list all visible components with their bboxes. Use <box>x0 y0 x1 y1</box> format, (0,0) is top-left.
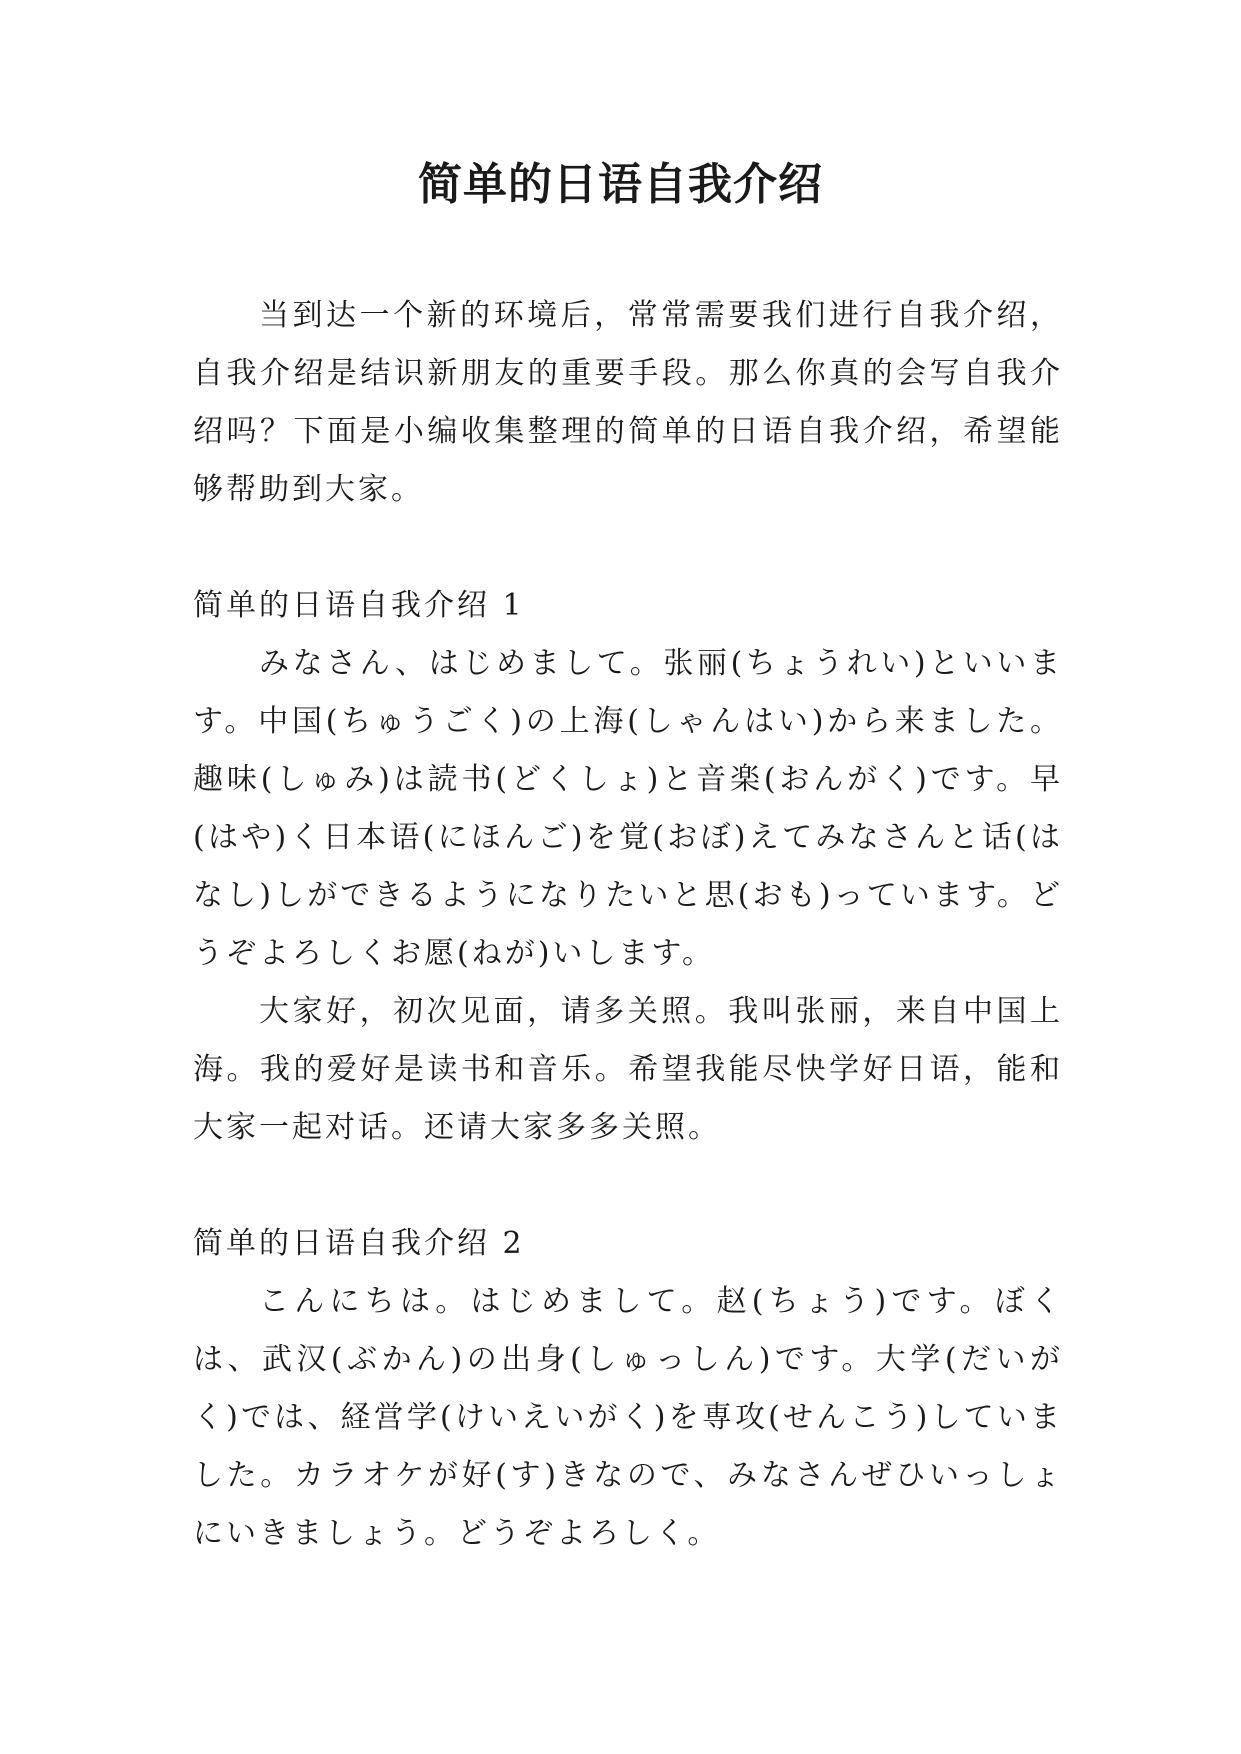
document-body <box>193 287 1063 1563</box>
section-2-paragraph-japanese: こんにちは。はじめまして。赵(ちょう)です。ぼくは、武汉(ぶかん)の出身(しゅっしん)です。大学(だいがく)では、経営学(けいえいがく)を専攻(せんこう)していました。カラオケが好(す)きなので、みなさんぜひいっしょにいきましょう。どうぞよろしく。 <box>193 1284 1063 1551</box>
section-1-paragraph-japanese: みなさん、はじめまして。张丽(ちょうれい)といいます。中国(ちゅうごく)の上海(しゃんはい)から来ました。趣味(しゅみ)は読书(どくしょ)と音楽(おんがく)です。早(はや)く日本语(にほんご)を覚(おぼ)えてみなさんと话(はなし)しができるようになりたいと思(おも)っています。どうぞよろしくお愿(ねが)いします。 <box>193 646 1063 971</box>
intro-paragraph: 当到达一个新的环境后，常常需要我们进行自我介绍，自我介绍是结识新朋友的重要手段。那么你真的会写自我介绍吗？下面是小编收集整理的简单的日语自我介绍，希望能够帮助到大家。 <box>193 298 1063 507</box>
section-heading-1: 简单的日语自我介绍 1 <box>193 588 525 623</box>
section-1-paragraph-chinese: 大家好，初次见面，请多关照。我叫张丽，来自中国上海。我的爱好是读书和音乐。希望我能尽快学好日语，能和大家一起对话。还请大家多多关照。 <box>193 994 1063 1145</box>
section-heading-2: 简单的日语自我介绍 2 <box>193 1226 525 1261</box>
document-title: 简单的日语自我介绍 <box>418 159 823 210</box>
